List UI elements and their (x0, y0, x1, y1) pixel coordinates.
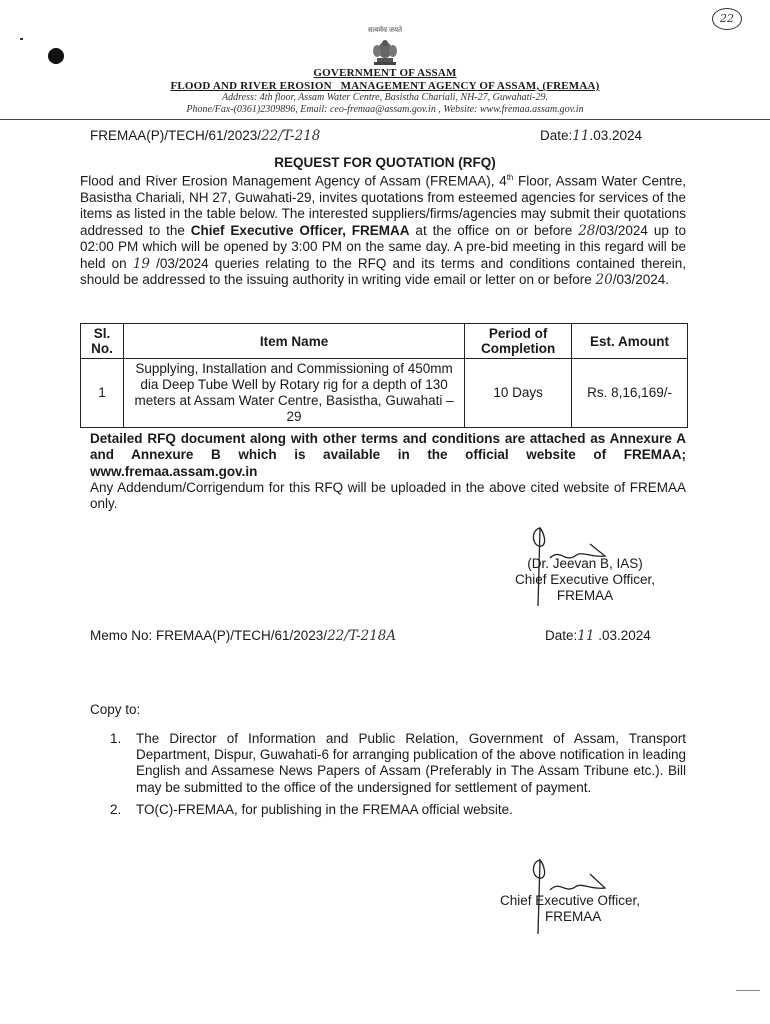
signatory-2-org: FREMAA (545, 909, 602, 924)
addressee-bold: Chief Executive Officer, FREMAA (190, 222, 410, 238)
page-number-mark: 22 (712, 8, 742, 30)
intro-paragraph: Flood and River Erosion Management Agency of Assam (FREMAA), 4th Floor, Assam Water Centre, Basistha Chariali, NH 27, Guwahati-29, invites quotations from esteemed agencies for services of the items as listed in the table below. The interested suppliers/firms/agencies may submit their quotations addressed to the Chief Executive Officer, FREMAA at the office on or before 28/03/2024 up to 02:00 PM which will be opened by 3:00 PM on the same day. A pre-bid meeting in this regard will be held on 19 /03/2024 queries relating to the RFQ and its terms and conditions contained therein, should be addressed to the issuing authority in writing vide email or letter on or before 20/03/2024. (80, 173, 686, 288)
signatory-2-block (500, 893, 670, 925)
cell-item-name: Supplying, Installation and Commissioning of 450mm dia Deep Tube Well by Rotary rig for a depth of 130 meters at Assam Water Centre, Basistha, Guwahati – 29 (123, 359, 464, 428)
reference-number (90, 128, 320, 144)
cell-period: 10 Days (465, 359, 572, 428)
list-item: 2. TO(C)-FREMAA, for publishing in the FREMAA official website. (110, 801, 513, 817)
cell-sl-no: 1 (81, 359, 124, 428)
copy-to-label: Copy to: (90, 702, 141, 717)
rfq-table (80, 323, 688, 428)
address-line: Address: 4th floor, Assam Water Centre, Basistha Chariali, NH-27, Guwahati-29. (222, 92, 548, 103)
cell-est-amount: Rs. 8,16,169/- (572, 359, 688, 428)
signatory-1-name: (Dr. Jeevan B, IAS) (527, 556, 643, 571)
signatory-1-org: FREMAA (556, 588, 614, 603)
contact-line: Phone/Fax-(0361)2309896, Email: ceo-fremaa@assam.gov.in , Website: www.fremaa.assam.gov.in (186, 104, 584, 115)
memo-handwritten: 22/T-218A (327, 628, 397, 644)
copy-to-list (110, 731, 686, 824)
scan-mark (736, 990, 760, 991)
document-title: REQUEST FOR QUOTATION (RFQ) (274, 155, 496, 170)
date-handwritten: 11 (572, 128, 590, 144)
header-period: Period of Completion (465, 324, 572, 359)
header-est-amount: Est. Amount (572, 324, 688, 359)
reference-date (540, 128, 642, 144)
date-rest: .03.2024 (589, 128, 643, 143)
detail-bold-paragraph: Detailed RFQ document along with other terms and conditions are attached as Annexure A and Annexure B which is available in the official website of FREMAA; www.fremaa.assam.gov.in (90, 431, 686, 479)
list-item: 1. The Director of Information and Public Relation, Government of Assam, Transport Department, Dispur, Guwahati-6 for arranging publication of the above notification in leading English and Assamese News Papers of Assam (Preferably in The Assam Tribune etc.). Bill may be submitted to the office of the undersigned for settlement of payment. (110, 731, 686, 795)
signatory-1-block (500, 556, 670, 604)
addendum-paragraph: Any Addendum/Corrigendum for this RFQ will be uploaded in the above cited website of FREMAA only. (90, 480, 686, 512)
scan-speck (20, 38, 23, 40)
header-item-name: Item Name (123, 324, 464, 359)
government-title: GOVERNMENT OF ASSAM (313, 67, 457, 79)
reference-handwritten: 22/T-218 (261, 128, 321, 144)
scan-dot (48, 48, 64, 64)
signatory-2-designation: Chief Executive Officer, (500, 893, 641, 908)
date-label: Date: (540, 128, 573, 143)
table-header-row (81, 324, 688, 359)
memo-number: Memo No: FREMAA(P)/TECH/61/2023/22/T-218A (90, 628, 397, 644)
organisation-title: FLOOD AND RIVER EROSION MANAGEMENT AGENCY OF ASSAM, (FREMAA) (170, 80, 600, 92)
table-row (81, 359, 688, 428)
state-emblem-icon (368, 36, 402, 66)
header-sl-no: Sl. No. (81, 324, 124, 359)
letterhead-rule (0, 119, 770, 120)
reference-prefix: FREMAA(P)/TECH/61/2023/ (90, 128, 262, 143)
signatory-1-designation: Chief Executive Officer, (514, 572, 656, 587)
emblem-caption: सत्यमेव जयते (367, 27, 403, 34)
memo-date: Date:11 .03.2024 (545, 628, 651, 644)
